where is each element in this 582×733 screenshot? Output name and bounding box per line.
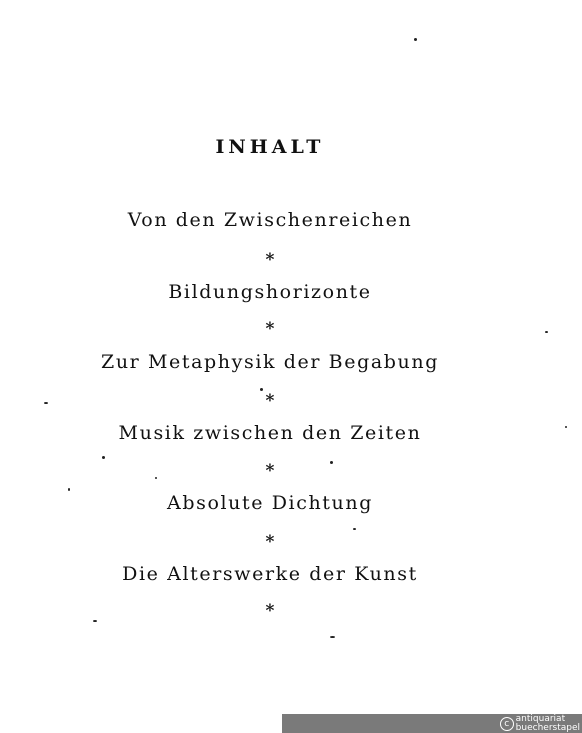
- scan-speck: [155, 477, 157, 479]
- watermark-logo: [500, 714, 580, 733]
- separator-star: *: [265, 250, 275, 270]
- toc-entry-musik: Musik zwischen den Zeiten: [118, 422, 422, 444]
- copyright-icon: c: [500, 717, 514, 731]
- contents-heading: INHALT: [215, 136, 325, 158]
- scan-speck: [414, 38, 417, 41]
- scan-speck: [260, 388, 263, 391]
- toc-entry-dichtung: Absolute Dichtung: [167, 492, 373, 514]
- watermark-bar: [282, 714, 582, 733]
- separator-star: *: [265, 532, 275, 552]
- scan-speck: [353, 528, 356, 530]
- separator-star: *: [265, 391, 275, 411]
- scan-speck: [68, 488, 70, 491]
- scan-speck: [93, 620, 97, 622]
- scan-speck: [330, 461, 333, 464]
- separator-star: *: [265, 461, 275, 481]
- scan-speck: [330, 636, 335, 638]
- scan-speck: [102, 456, 105, 459]
- toc-entry-metaphysik: Zur Metaphysik der Begabung: [101, 351, 439, 373]
- watermark-line-1: antiquariat: [515, 713, 566, 724]
- separator-star: *: [265, 319, 275, 339]
- toc-entry-zwischenreichen: Von den Zwischenreichen: [127, 209, 413, 231]
- scan-speck: [565, 426, 567, 428]
- toc-entry-alterswerke: Die Alterswerke der Kunst: [122, 563, 418, 585]
- separator-star: *: [265, 601, 275, 621]
- toc-entry-bildungshorizonte: Bildungshorizonte: [168, 281, 372, 303]
- watermark-line-2: buecherstapel: [515, 722, 580, 733]
- scan-speck: [44, 402, 48, 404]
- watermark-text: [516, 715, 580, 733]
- scan-speck: [545, 331, 548, 333]
